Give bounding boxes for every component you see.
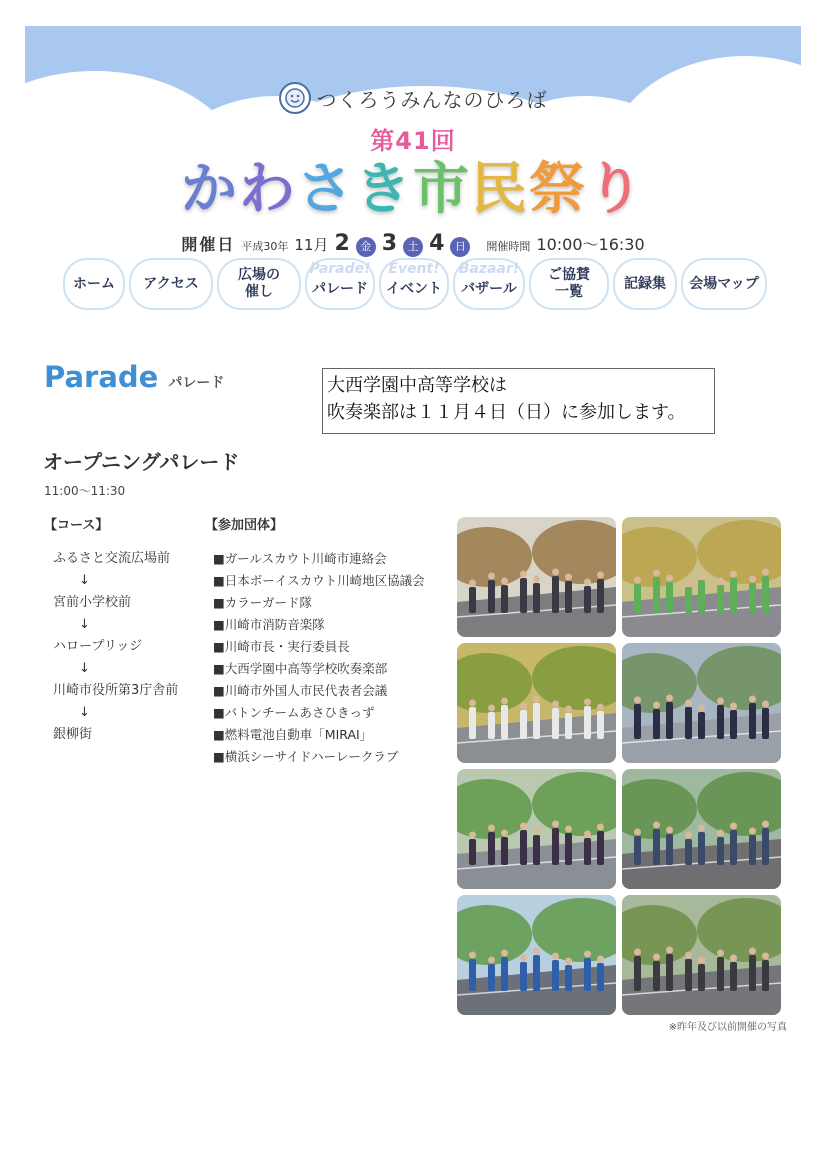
nav-label: アクセス [143,275,199,292]
nav-event-button[interactable] [379,258,449,310]
group-item: ■川崎市消防音楽隊 [213,617,325,632]
month: 11月 [294,236,329,254]
group-item: ■川崎市外国人市民代表者会議 [213,683,388,698]
photo-mirai-car [457,895,616,1015]
photo-motorcycles [622,895,781,1015]
nav-label: ホーム [73,275,115,292]
edition-label: 第41回 [370,127,456,155]
opening-parade-title: オープニングパレード [43,450,240,474]
main-nav [63,258,767,310]
nav-venue-map-button[interactable] [681,258,767,310]
time-label: 開催時間 [486,240,531,253]
nav-bazaar-button[interactable] [453,258,525,310]
course-stop: 銀柳街 [53,727,93,742]
event-dates [25,231,801,257]
nav-label: イベント [386,280,442,297]
smiley-icon [279,82,311,114]
course-arrow: ↓ [79,705,90,720]
nav-ghost-label: Event! [388,261,440,277]
weekday-badge-1: 金 [356,237,376,257]
section-title-jp: パレード [168,375,225,391]
section-title [44,360,224,394]
weekday-badge-2: 土 [403,237,423,257]
nav-ghost-label: Bazaar! [458,261,520,277]
nav-access-button[interactable] [129,258,213,310]
nav-parade-button[interactable] [305,258,375,310]
opening-hours: 10:00〜16:30 [536,235,645,254]
course-stop: 川崎市役所第3庁舎前 [53,683,179,698]
group-item: ■川崎市長・実行委員長 [213,639,350,654]
nav-label: 記録集 [624,275,666,292]
group-item: ■横浜シーサイドハーレークラブ [213,749,399,764]
photo-students-march [457,769,616,889]
title-char: か [181,157,239,222]
section-title-en: Parade [44,360,159,394]
nav-records-button[interactable] [613,258,677,310]
course-heading: 【コース】 [44,518,109,533]
nav-label: ご協賛 一覧 [548,267,590,300]
notice-line-2: 吹奏楽部は１１月４日（日）に参加します。 [327,402,686,423]
nav-sponsors-button[interactable] [529,258,609,310]
logo-text: つくろうみんなのひろば [316,87,548,112]
photo-band-march [457,643,616,763]
title-char: 祭 [529,157,587,222]
group-item: ■燃料電池自動車「MIRAI」 [213,727,373,742]
course-arrow: ↓ [79,573,90,588]
day-3: 4 [429,231,445,256]
nav-label: パレード [312,280,368,297]
photo-council-banner [622,769,781,889]
title-char: わ [239,157,297,222]
course-stop: ふるさと交流広場前 [53,551,171,566]
course-arrow: ↓ [79,661,90,676]
weekday-badge-3: 日 [450,237,470,257]
day-2: 3 [381,231,398,256]
course-list [53,548,213,746]
festival-title [25,154,801,226]
opening-parade-time: 11:00〜11:30 [44,484,126,498]
parade-photo-grid [457,517,781,1015]
notice-line-1: 大西学園中高等学校は [327,375,507,396]
title-char: り [587,157,645,222]
era-year: 平成30年 [241,240,289,253]
photo-note: ※昨年及び以前開催の写真 [668,1022,787,1033]
course-stop: ハロープリッジ [53,639,143,654]
title-char: さ [297,157,355,222]
group-item: ■ガールスカウト川崎市連絡会 [213,551,387,566]
nav-label: 広場の 催し [238,267,280,300]
organizer-logo [25,82,801,114]
group-item: ■カラーガード隊 [213,595,313,610]
groups-heading: 【参加団体】 [205,518,284,533]
group-item: ■大西学園中高等学校吹奏楽部 [213,661,388,676]
nav-plaza-events-button[interactable] [217,258,301,310]
participant-groups-list [213,548,453,768]
photo-colorguard [622,517,781,637]
course-arrow: ↓ [79,617,90,632]
dates-label: 開催日 [181,235,236,254]
nav-home-button[interactable] [63,258,125,310]
photo-officials [622,643,781,763]
group-item: ■バトンチームあさひきっず [213,705,375,720]
photo-banner-march [457,517,616,637]
participation-notice [322,368,715,434]
group-item: ■日本ボーイスカウト川崎地区協議会 [213,573,425,588]
title-char: 民 [471,157,529,222]
nav-label: バザール [461,280,517,297]
course-stop: 宮前小学校前 [53,595,132,610]
day-1: 2 [334,231,350,256]
title-char: 市 [413,157,471,222]
nav-ghost-label: Parade! [309,261,371,277]
title-char: き [355,157,413,222]
nav-label: 会場マップ [689,275,759,292]
